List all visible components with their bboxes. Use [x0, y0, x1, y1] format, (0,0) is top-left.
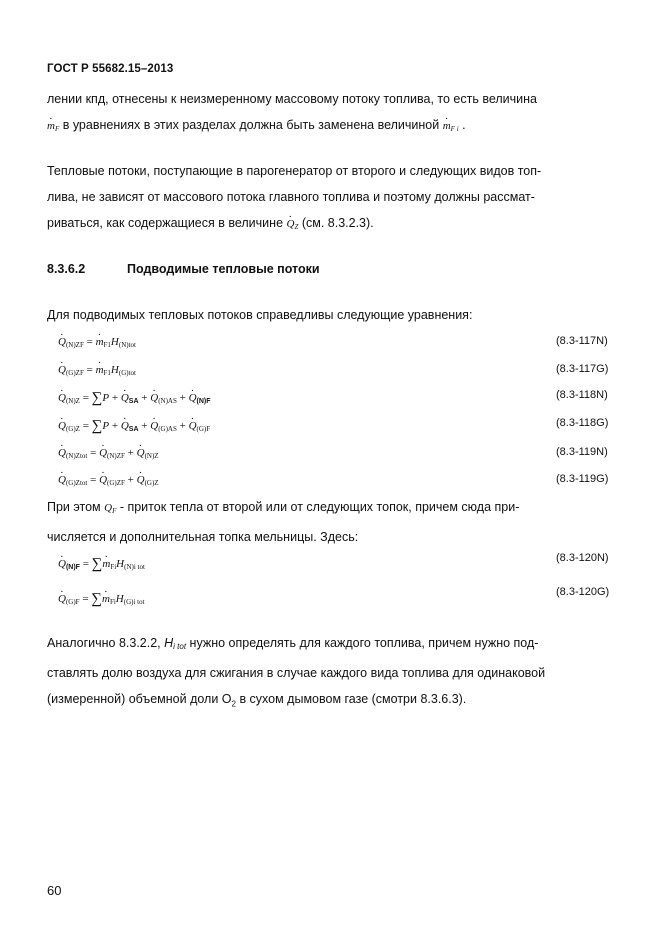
paragraph-intro [47, 86, 617, 142]
equation-number: (8.3-120N) [556, 552, 609, 564]
section-number: 8.3.6.2 [47, 262, 86, 276]
document-code-header: ГОСТ Р 55682.15–2013 [47, 63, 174, 75]
heat-flow-symbol: · $Q_Z$ [287, 218, 299, 230]
equation-number: (8.3-120G) [556, 586, 610, 598]
mass-flow-symbol: · $m_F$ [47, 120, 59, 132]
equation-number: (8.3-119G) [556, 473, 609, 485]
equation-120n: · Q(N)F = ∑· $m_{Fi}H_{(N)i tot}$ [58, 556, 145, 573]
heat-inflow-symbol: $Q_F$ [104, 502, 117, 515]
equation-number: (8.3-117N) [556, 335, 608, 347]
equation-119n: · $Q_{(N)Ztot}$ = · $Q_{(N)ZF}$ + · $Q_{(N)Z}$ [58, 447, 159, 460]
paragraph-line: Для подводимых тепловых потоков справедливы следующие уравнения: [47, 308, 473, 322]
paragraph-line: Тепловые потоки, поступающие в парогенератор от второго и следующих видов топ- [47, 164, 542, 178]
equation-number: (8.3-119N) [556, 446, 608, 458]
paragraph-line: Аналогично 8.3.2.2, Hi tot нужно определять для каждого топлива, причем нужно под- [47, 636, 539, 651]
section-title: Подводимые тепловые потоки [127, 262, 320, 276]
paragraph-equations-intro [47, 302, 617, 328]
equation-118g: · $Q_{(G)Z} = \sum P$ + · QSA + · $Q_{(G)AS}$ + · $Q_{(G)F}$ [58, 418, 210, 435]
paragraph-line: (измеренной) объемной доли $O_2$ в сухом дымовом газе (смотри 8.3.6.3). [47, 692, 467, 709]
equation-number: (8.3-117G) [556, 363, 609, 375]
paragraph-analogous [47, 630, 617, 718]
paragraph-line: риваться, как содержащиеся в величине · $Q_Z$ (см. 8.3.2.3). [47, 210, 617, 240]
paragraph-line: При этом $Q_F$ - приток тепла от второй или от следующих топок, причем сюда при- [47, 500, 520, 515]
equation-number: (8.3-118G) [556, 417, 609, 429]
enthalpy-symbol: H [164, 636, 174, 650]
paragraph-line: ставлять долю воздуха для сжигания в случае каждого вида топлива для одинаковой [47, 666, 546, 680]
paragraph-line: лива, не зависят от массового потока главного топлива и поэтому должны рассмат- [47, 190, 535, 204]
equation-number: (8.3-118N) [556, 389, 608, 401]
mass-flow-symbol-fi: · $m_{F i}$ [443, 120, 459, 132]
equation-118n: · $Q_{(N)Z} = \sum P$ + · QSA + · $Q_{(N)AS}$ + · Q(N)F [58, 390, 211, 407]
paragraph-line: · $m_F$ в уравнениях в этих разделах должна быть заменена величиной · $m_{F i}$ . [47, 112, 617, 142]
equation-117n: · $Q_{(N)ZF}$ = · $m_{F1}H_{(N)tot}$ [58, 336, 136, 349]
equation-119g: · $Q_{(G)Ztot}$ = · $Q_{(G)ZF}$ + · $Q_{(G)Z}$ [58, 474, 159, 487]
paragraph-line: числяется и дополнительная топка мельницы. Здесь: [47, 530, 359, 544]
paragraph-line: лении кпд, отнесены к неизмеренному массовому потоку топлива, то есть величина [47, 92, 537, 106]
paragraph-heat-flows [47, 158, 617, 240]
paragraph-symbol-explanation [47, 494, 617, 550]
equation-117g: · $Q_{(G)ZF}$ = · $m_{F1}H_{(G)tot}$ [58, 364, 136, 377]
page-number: 60 [47, 883, 62, 898]
equation-120g: · $Q_{(G)F}$ = ∑· $m_{Fi}H_{(G)i tot}$ [58, 591, 145, 608]
